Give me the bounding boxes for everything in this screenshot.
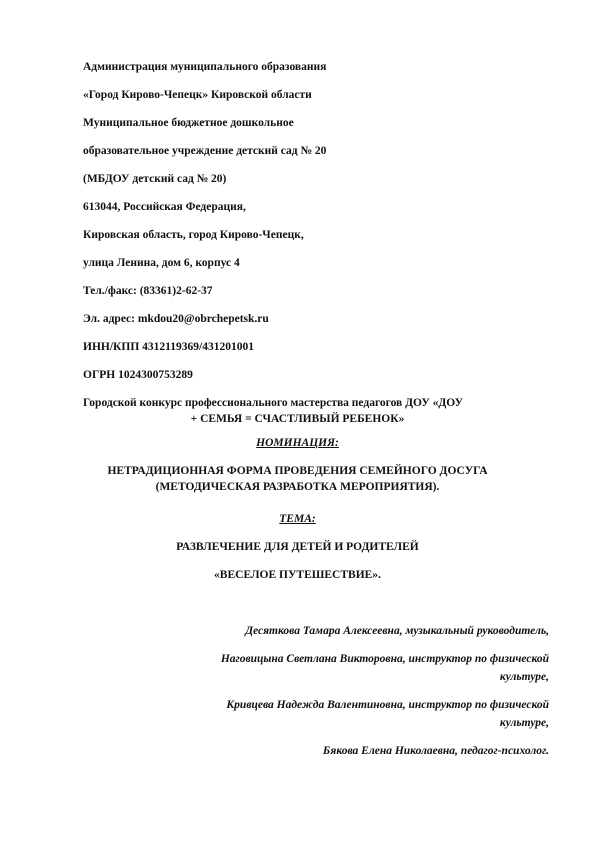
author-2-line-1: Наговицына Светлана Викторовна, инструктор по физической	[220, 653, 549, 665]
header-line-10: Эл. адрес: mkdou20@obrchepetsk.ru	[83, 313, 269, 325]
author-3-line-2: культуре,	[499, 717, 549, 729]
author-2-line-2: культуре,	[499, 671, 549, 683]
header-line-8: улица Ленина, дом 6, корпус 4	[83, 257, 240, 269]
author-3-line-1: Кривцева Надежда Валентиновна, инструктор по физической	[226, 699, 549, 711]
author-4: Бякова Елена Николаевна, педагог-психолог.	[322, 745, 549, 757]
header-line-12: ОГРН 1024300753289	[83, 369, 193, 381]
header-line-9: Тел./факс: (83361)2-62-37	[83, 285, 213, 297]
contest-line-1: Городской конкурс профессионального мастерства педагогов ДОУ «ДОУ	[83, 397, 464, 409]
header-line-4: образовательное учреждение детский сад № 20	[83, 145, 327, 157]
nomination-label: НОМИНАЦИЯ:	[256, 437, 339, 449]
header-line-2: «Город Кирово-Чепецк» Кировской области	[83, 89, 312, 101]
header-line-11: ИНН/КПП 4312119369/431201001	[83, 341, 254, 353]
theme-label: ТЕМА:	[279, 513, 316, 525]
theme-line-1: РАЗВЛЕЧЕНИЕ ДЛЯ ДЕТЕЙ И РОДИТЕЛЕЙ	[176, 541, 419, 553]
contest-line-2: + СЕМЬЯ = СЧАСТЛИВЫЙ РЕБЕНОК»	[190, 413, 405, 425]
header-line-7: Кировская область, город Кирово-Чепецк,	[83, 229, 304, 241]
theme-line-2: «ВЕСЕЛОЕ ПУТЕШЕСТВИЕ».	[214, 569, 381, 581]
nomination-line-1: НЕТРАДИЦИОННАЯ ФОРМА ПРОВЕДЕНИЯ СЕМЕЙНОГО ДОСУГА	[107, 465, 488, 477]
header-line-1: Администрация муниципального образования	[83, 61, 327, 73]
nomination-line-2: (МЕТОДИЧЕСКАЯ РАЗРАБОТКА МЕРОПРИЯТИЯ).	[155, 481, 440, 493]
header-line-3: Муниципальное бюджетное дошкольное	[83, 117, 294, 129]
author-1: Десяткова Тамара Алексеевна, музыкальный руководитель,	[245, 625, 549, 637]
header-line-5: (МБДОУ детский сад № 20)	[83, 173, 227, 185]
header-line-6: 613044, Российская Федерация,	[83, 201, 246, 213]
